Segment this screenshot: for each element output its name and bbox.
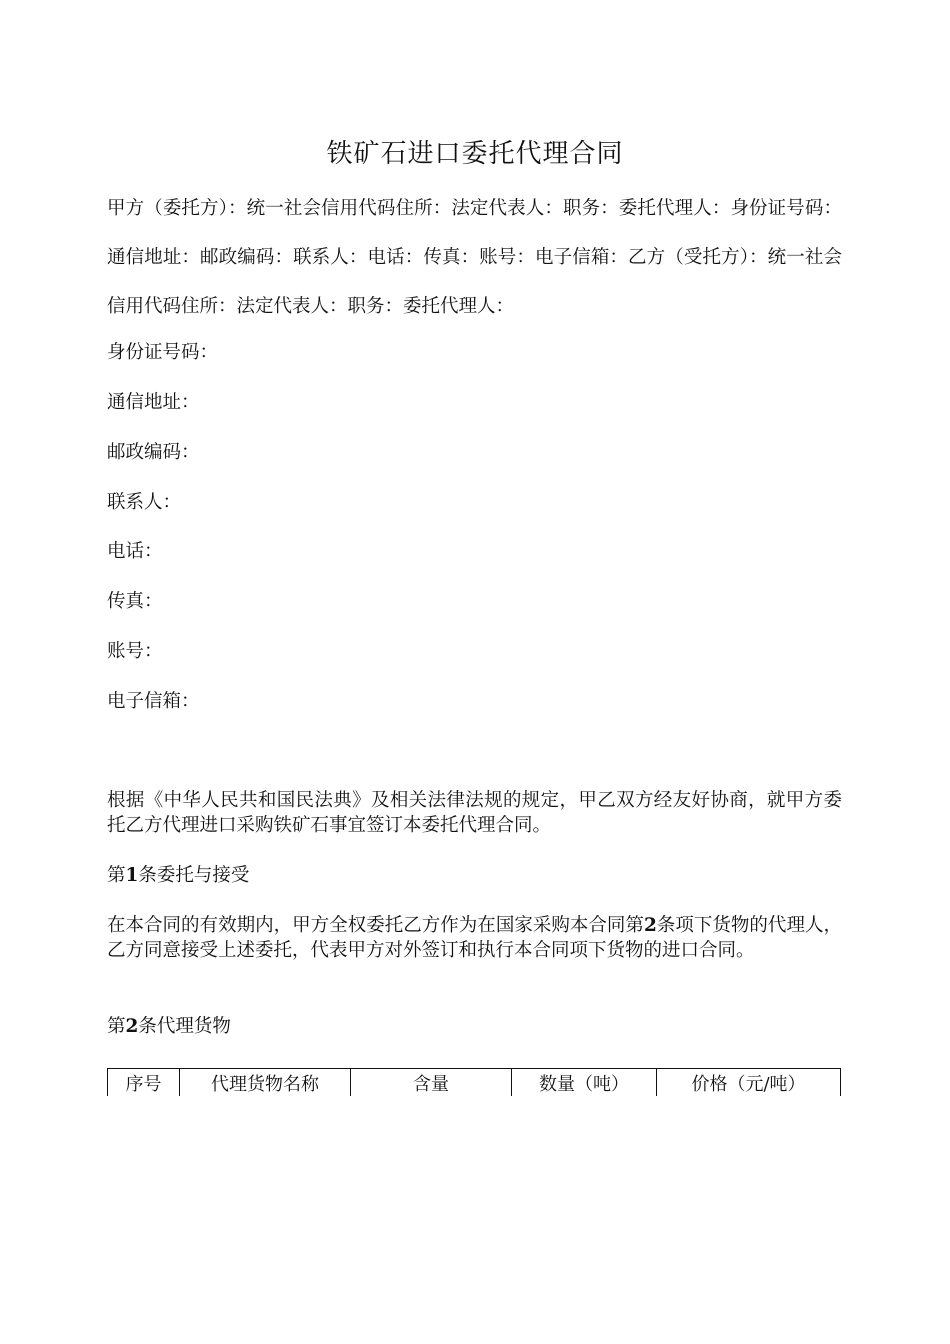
article-1-number: 1 [125,865,139,886]
goods-table-container [107,1068,840,1096]
article-2-title: 条代理货物 [138,1016,231,1037]
party-a-info: 甲方（委托方）：统一社会信用代码住所：法定代表人：职务：委托代理人：身份证号码：通信地址：邮政编码：联系人：电话：传真：账号：电子信箱：乙方（受托方）：统一社会信用代码住所：法定代表人：职务：委托代理人： [107,198,842,317]
article-2-number: 2 [125,1016,139,1037]
field-postcode: 邮政编码： [107,442,200,463]
article-1-body-number: 2 [643,915,657,936]
article-1-body-part2: 条项下货物的代理人，乙方同意接受上述委托，代表甲方对外签订和执行本合同项下货物的进口合同。 [107,915,842,961]
article-2-heading [107,1014,231,1040]
field-fax: 传真： [107,591,163,612]
field-phone: 电话： [107,541,163,562]
header-goods-name: 代理货物名称 [180,1069,351,1097]
article-1-heading [107,863,249,889]
article-1-body [107,913,842,963]
article-1-prefix: 第 [107,865,126,886]
field-email: 电子信箱： [107,691,200,712]
field-id-number: 身份证号码： [107,342,219,363]
article-2-prefix: 第 [107,1016,126,1037]
field-contact: 联系人： [107,492,182,513]
field-address: 通信地址： [107,392,200,413]
goods-table [107,1068,841,1096]
header-quantity: 数量（吨） [512,1069,657,1097]
header-serial-number: 序号 [108,1069,180,1097]
field-account: 账号： [107,641,163,662]
article-1-body-part1: 在本合同的有效期内，甲方全权委托乙方作为在国家采购本合同第 [107,915,644,936]
document-title: 铁矿石进口委托代理合同 [326,139,624,169]
header-content: 含量 [351,1069,512,1097]
article-1-title: 条委托与接受 [138,865,250,886]
preamble-paragraph: 根据《中华人民共和国民法典》及相关法律法规的规定，甲乙双方经友好协商，就甲方委托乙方代理进口采购铁矿石事宜签订本委托代理合同。 [107,790,842,836]
goods-table-header-row [108,1069,841,1097]
header-price: 价格（元/吨） [657,1069,841,1097]
